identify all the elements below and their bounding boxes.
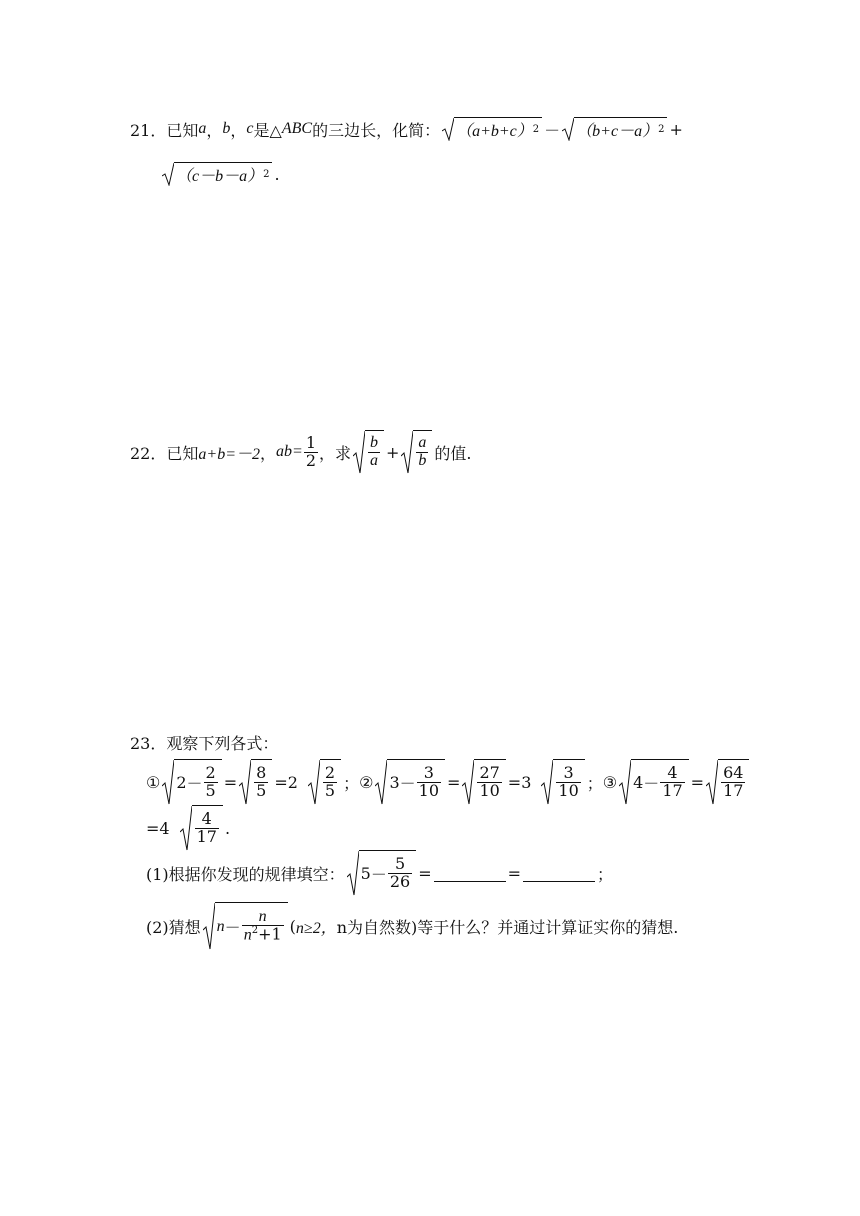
- radical-icon: [562, 117, 574, 141]
- radical-icon: [619, 759, 631, 805]
- equals-sign: =: [418, 863, 432, 883]
- circle-two: ②: [359, 772, 374, 792]
- numerator: 27: [479, 763, 500, 783]
- sqrt-example-2-mid: [462, 759, 505, 805]
- exponent: 2: [532, 124, 540, 135]
- fraction-half: [304, 432, 318, 470]
- equals-sign: =: [507, 772, 522, 792]
- radical-icon: [462, 759, 474, 805]
- numerator: 5: [394, 854, 406, 874]
- denominator: 17: [662, 781, 683, 800]
- radical-icon: [401, 430, 413, 474]
- period: .: [224, 818, 231, 838]
- radical-icon: [541, 759, 553, 805]
- condition: n≥2，: [295, 919, 337, 937]
- radical-icon: [308, 759, 320, 805]
- denominator: 5: [324, 781, 336, 800]
- numerator: a: [418, 434, 427, 452]
- denominator: 10: [558, 781, 579, 800]
- q22-line: [130, 430, 472, 474]
- integer: 5: [360, 864, 371, 883]
- radical-icon: [239, 759, 251, 805]
- answer-blank-1[interactable]: [434, 865, 506, 882]
- circle-one: ①: [146, 772, 161, 792]
- minus-sign: －: [186, 774, 203, 793]
- separator: ；: [343, 773, 360, 793]
- numerator: 8: [256, 763, 267, 783]
- radical-icon: [180, 805, 192, 851]
- equals-sign: =: [447, 772, 461, 792]
- triangle-abc: ABC: [281, 120, 313, 137]
- numerator: b: [370, 434, 379, 452]
- integer: 4: [633, 773, 644, 792]
- radical-icon: [442, 117, 454, 141]
- minus-sign: －: [643, 774, 660, 793]
- coefficient: 3: [521, 772, 532, 792]
- condition-sum: a+b=－2: [198, 445, 260, 463]
- q21-line2: [160, 161, 280, 187]
- denominator: 17: [196, 827, 217, 846]
- comma: ，: [206, 120, 223, 140]
- coefficient: 4: [159, 818, 170, 838]
- denominator: b: [418, 452, 427, 469]
- equals-sign: =: [274, 772, 288, 792]
- sqrt-expression-3: [162, 162, 272, 186]
- q23-part1-line: [146, 850, 613, 896]
- plus-sign: +: [669, 119, 683, 139]
- exponent: 2: [658, 124, 665, 135]
- condition-product: ab=: [276, 443, 303, 460]
- period: .: [274, 164, 280, 184]
- denominator-base: n: [243, 926, 252, 944]
- denominator: 10: [418, 781, 440, 800]
- numerator: 3: [563, 763, 574, 783]
- q22-text: ，求: [319, 443, 352, 463]
- numerator: 3: [423, 763, 434, 783]
- coefficient: 2: [287, 772, 298, 792]
- minus-sign: －: [370, 865, 387, 884]
- minus-sign: －: [544, 120, 561, 140]
- q21-line1: [130, 116, 683, 142]
- sqrt-example-3-left: [619, 759, 689, 805]
- equals-sign: =: [690, 772, 705, 792]
- q23-title: 观察下列各式：: [166, 733, 279, 753]
- circle-three: ③: [602, 772, 618, 792]
- numerator: 2: [324, 763, 336, 783]
- sqrt-example-3-right: [180, 805, 223, 851]
- q23-number: 23．: [130, 733, 167, 753]
- q21-text: 是△: [253, 120, 282, 140]
- denominator-tail: +1: [258, 924, 282, 944]
- denominator: 2: [305, 450, 316, 470]
- denominator: 5: [205, 781, 216, 800]
- sqrt-expression-2: [562, 117, 667, 141]
- sqrt-example-2-right: [541, 759, 584, 805]
- sqrt-expression-1: [442, 117, 542, 141]
- equals-sign: =: [146, 818, 160, 838]
- q21-number: 21．: [130, 120, 167, 140]
- q23-examples-line: [146, 758, 751, 806]
- radical-icon: [375, 759, 387, 805]
- denominator: 10: [479, 781, 500, 800]
- numerator: n: [258, 907, 267, 925]
- radical-icon: [162, 162, 174, 186]
- sqrt-example-3-mid: [706, 759, 749, 805]
- q23-part2-line: [146, 902, 678, 950]
- sqrt-a-over-b: [401, 430, 432, 474]
- sqrt-b-over-a: [353, 430, 384, 474]
- equals-sign: =: [223, 772, 238, 792]
- radical-icon: [203, 902, 215, 950]
- numerator: 64: [723, 763, 744, 783]
- denominator: 26: [389, 872, 411, 891]
- separator: ；: [586, 773, 603, 793]
- sqrt-part2: [203, 902, 288, 950]
- var-a: a: [198, 120, 207, 137]
- denominator: a: [370, 452, 379, 469]
- radical-icon: [706, 759, 718, 805]
- numerator: 4: [201, 809, 212, 829]
- part1-label: (1)根据你发现的规律填空：: [146, 864, 345, 884]
- sqrt-example-1-mid: [239, 759, 272, 805]
- denominator: 17: [723, 781, 744, 800]
- answer-blank-2[interactable]: [523, 865, 595, 882]
- comma: ，: [260, 443, 277, 463]
- q22-number: 22．: [130, 443, 167, 463]
- part2-text: n为自然数)等于什么？并通过计算证实你的猜想.: [336, 917, 679, 937]
- variable-n: n: [216, 917, 225, 935]
- equals-sign: =: [507, 863, 522, 883]
- q21-text: 的三边长，化简：: [312, 120, 441, 140]
- sqrt-part1: [347, 850, 417, 896]
- radicand: （a+b+c）: [456, 123, 533, 140]
- q22-text: 的值.: [434, 443, 472, 463]
- radical-icon: [353, 430, 365, 474]
- var-b: b: [222, 120, 231, 137]
- separator: ；: [597, 864, 614, 884]
- paren: (: [289, 916, 296, 936]
- q21-text: 已知: [166, 120, 199, 140]
- integer: 3: [389, 773, 400, 792]
- plus-sign: +: [386, 442, 400, 462]
- var-c: c: [246, 120, 254, 137]
- numerator: 2: [205, 763, 216, 783]
- exponent: 2: [251, 925, 259, 937]
- sqrt-example-2-left: [375, 759, 445, 805]
- q23-title-line: [130, 730, 278, 754]
- exponent: 2: [263, 169, 270, 180]
- sqrt-example-1-left: [162, 759, 221, 805]
- denominator: 5: [256, 781, 267, 800]
- radicand: （b+c－a）: [576, 123, 659, 140]
- integer: 2: [176, 773, 187, 792]
- sqrt-example-1-right: [308, 759, 341, 805]
- radical-icon: [162, 759, 174, 805]
- radical-icon: [347, 850, 359, 896]
- minus-sign: －: [224, 918, 241, 937]
- numerator: 4: [667, 763, 678, 783]
- q22-text: 已知: [166, 443, 199, 463]
- numerator: 1: [305, 432, 316, 452]
- comma: ，: [230, 120, 247, 140]
- minus-sign: －: [399, 774, 416, 793]
- radicand: （c－b－a）: [176, 168, 264, 185]
- q23-examples-continued: [146, 804, 230, 852]
- part2-label: (2)猜想: [146, 917, 201, 937]
